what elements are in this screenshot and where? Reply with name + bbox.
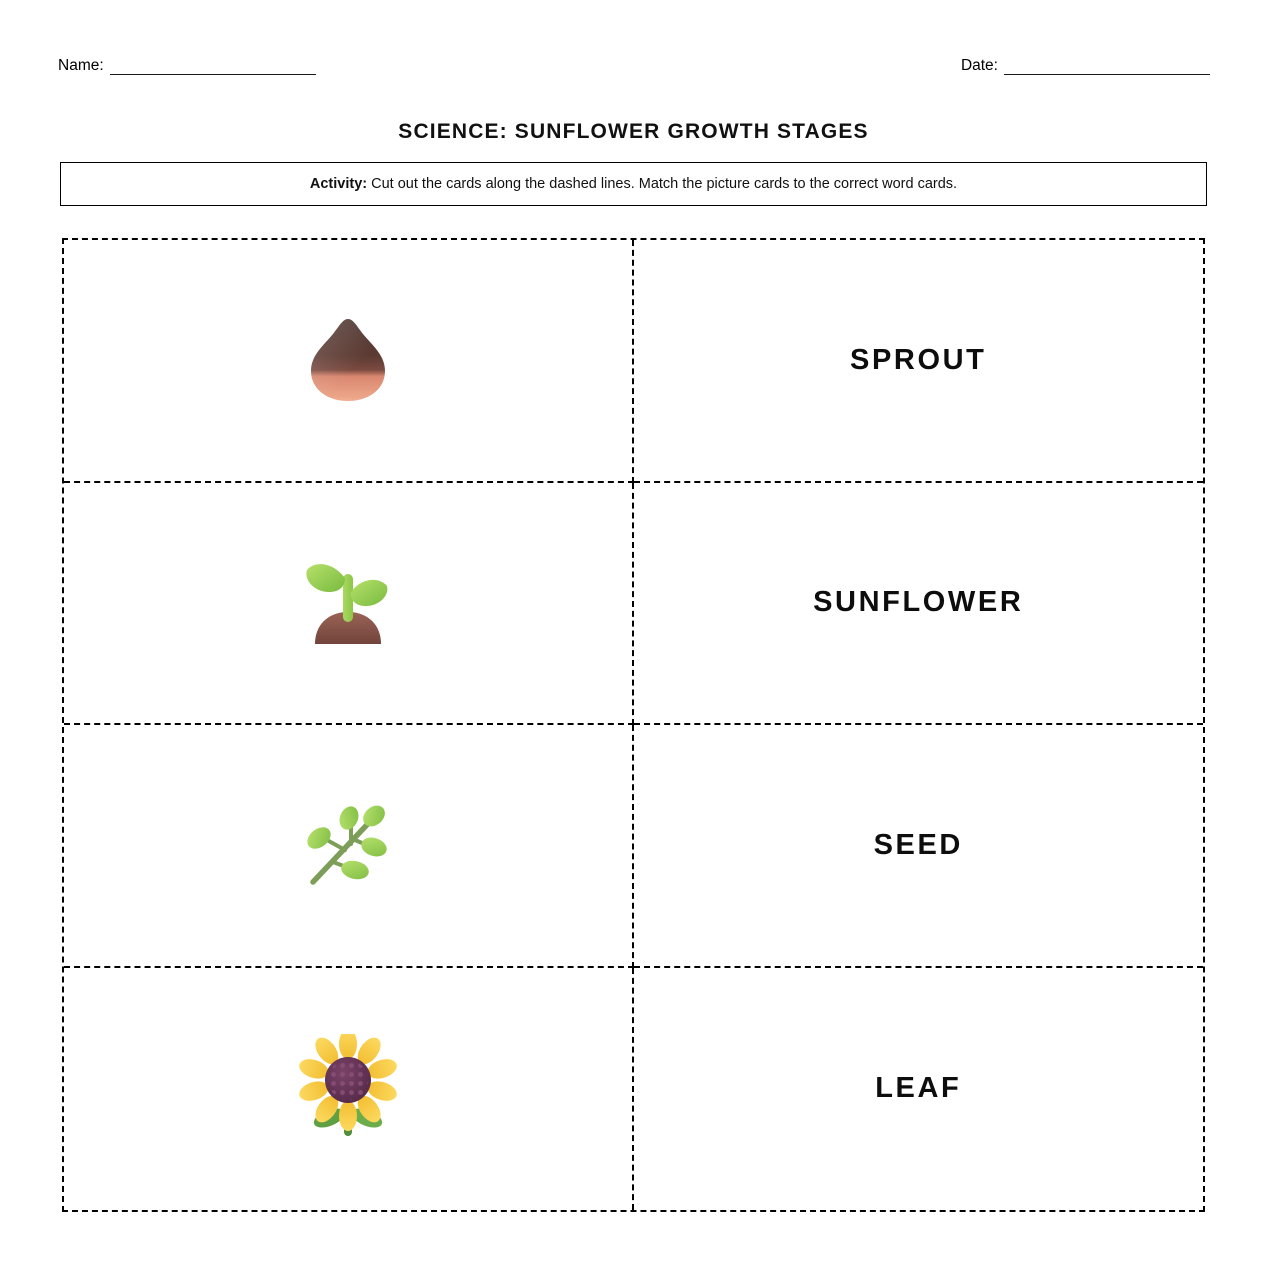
name-write-line[interactable]	[110, 59, 316, 75]
page-title: SCIENCE: SUNFLOWER GROWTH STAGES	[398, 120, 869, 143]
word-card-sunflower[interactable]	[634, 483, 1204, 726]
activity-instruction: Cut out the cards along the dashed lines. Match the picture cards to the correct word cards.	[367, 176, 958, 192]
activity-prefix: Activity:	[309, 176, 368, 192]
word-card-seed[interactable]	[634, 725, 1204, 968]
word-card-label: SUNFLOWER	[813, 586, 1024, 619]
date-write-line[interactable]	[1004, 59, 1210, 75]
date-label: Date:	[960, 57, 998, 74]
picture-card-leaf[interactable]	[64, 725, 634, 968]
seedling-emoji	[288, 543, 408, 663]
picture-card-seedling[interactable]	[64, 483, 634, 726]
picture-card-sunflower[interactable]	[64, 968, 634, 1211]
word-card-label: SPROUT	[850, 343, 987, 376]
word-card-label: LEAF	[875, 1072, 962, 1105]
seed-emoji	[288, 300, 408, 420]
picture-card-seed[interactable]	[64, 240, 634, 483]
name-field	[58, 56, 316, 75]
activity-text	[310, 175, 957, 193]
name-label: Name:	[58, 57, 104, 74]
word-card-leaf[interactable]	[634, 968, 1204, 1211]
cut-out-card-grid	[62, 238, 1205, 1212]
name-date-row	[58, 56, 1210, 75]
date-field	[961, 56, 1210, 75]
word-card-sprout[interactable]	[634, 240, 1204, 483]
activity-instruction-box	[60, 162, 1207, 206]
sunflower-emoji	[288, 1029, 408, 1149]
word-card-label: SEED	[873, 828, 963, 861]
herb-leaf-emoji	[288, 785, 408, 905]
